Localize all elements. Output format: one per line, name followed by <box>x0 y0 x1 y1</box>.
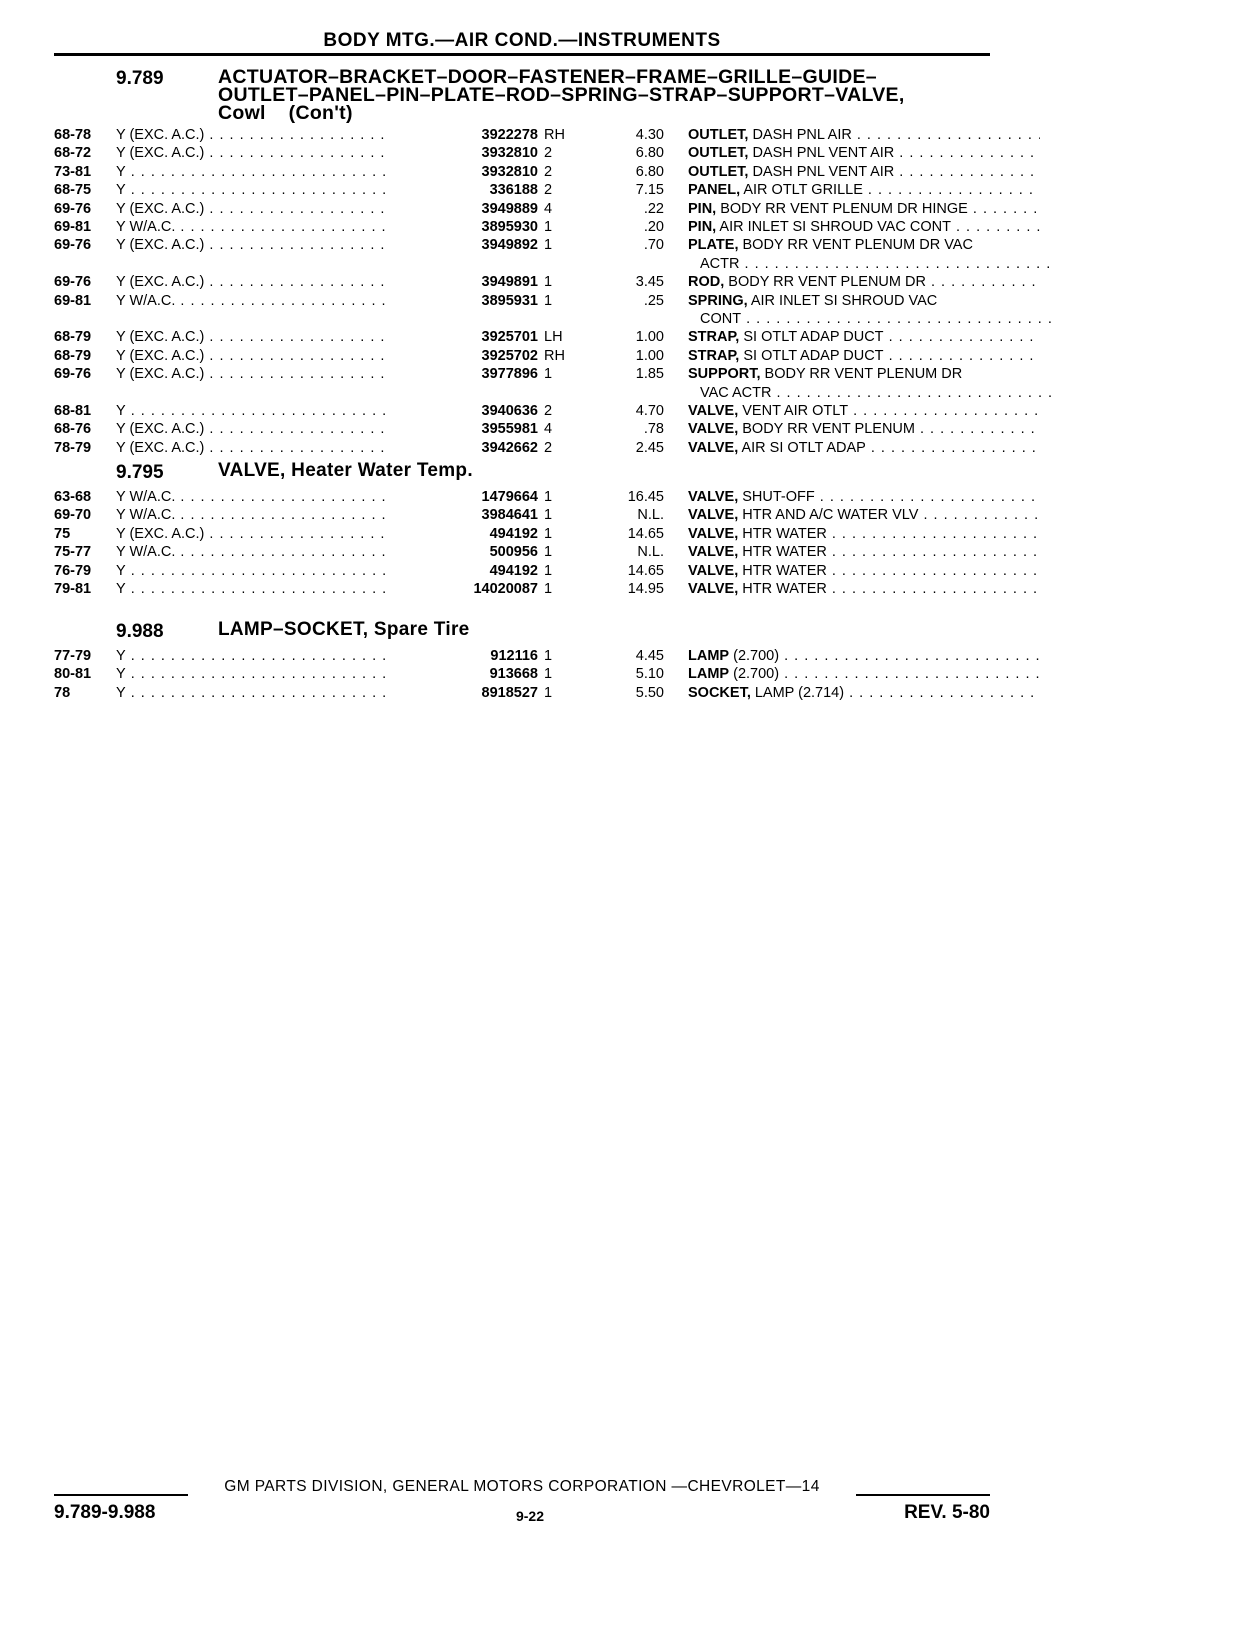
table-row <box>54 236 990 273</box>
quantity: 4 <box>544 421 553 438</box>
description-line <box>688 200 1040 218</box>
table-row <box>54 580 990 598</box>
price: .78 <box>643 421 664 438</box>
quantity: 1 <box>544 648 553 664</box>
description-continuation: ACTR . . . <box>688 255 1052 273</box>
section-title-line: Cowl (Con't) <box>218 102 353 124</box>
description <box>688 292 1040 329</box>
description <box>688 181 1040 199</box>
application: Y (EXC. A.C.) . . . <box>116 525 434 543</box>
part-number: 3984641 <box>386 506 538 524</box>
model-years: 68-79 <box>54 347 92 364</box>
application: Y . . . <box>116 665 434 683</box>
model-years: 77-79 <box>54 648 92 664</box>
description-text: BODY RR VENT PLENUM DR <box>724 274 926 291</box>
table-row <box>54 525 990 543</box>
description-keyword: VALVE, <box>688 562 739 579</box>
table-row <box>54 181 990 199</box>
description-keyword: STRAP, <box>688 329 740 346</box>
description-text: HTR WATER <box>738 525 827 542</box>
part-number: 3932810 <box>386 144 538 162</box>
description <box>688 347 1040 365</box>
description <box>688 543 1040 561</box>
application: Y (EXC. A.C.) . . . <box>116 273 434 291</box>
table-row <box>54 665 990 683</box>
application: Y (EXC. A.C.) . . . <box>116 126 434 144</box>
description-line <box>688 684 1040 702</box>
part-number: 912116 <box>386 647 538 665</box>
description-keyword: VALVE, <box>688 544 739 561</box>
part-number: 494192 <box>386 525 538 543</box>
model-years: 79-81 <box>54 580 92 597</box>
description-text: VENT AIR OTLT <box>738 402 849 419</box>
section-title-line: LAMP–SOCKET, Spare Tire <box>218 619 470 640</box>
part-number: 336188 <box>386 181 538 199</box>
description-text: HTR WATER <box>738 562 827 579</box>
part-number: 3895931 <box>386 292 538 310</box>
description <box>688 163 1040 181</box>
model-years: 78-79 <box>54 439 92 456</box>
part-number: 3940636 <box>386 402 538 420</box>
section-title <box>218 621 470 639</box>
description <box>688 365 1040 402</box>
application: Y W/A.C. . . . <box>116 543 434 561</box>
description <box>688 488 1040 506</box>
description-line <box>688 328 1040 346</box>
model-years: 68-81 <box>54 402 92 419</box>
price: 4.70 <box>635 402 664 419</box>
model-years: 69-76 <box>54 200 92 217</box>
part-number: 3932810 <box>386 163 538 181</box>
price: .22 <box>643 200 664 217</box>
table-row <box>54 543 990 561</box>
description-line <box>688 218 1040 236</box>
quantity: 1 <box>544 292 553 309</box>
model-years: 69-70 <box>54 507 92 524</box>
description <box>688 126 1040 144</box>
description-line <box>688 292 1040 310</box>
description <box>688 144 1040 162</box>
section-title <box>218 68 905 122</box>
footer-rule-right <box>856 1494 990 1496</box>
description-text: SHUT-OFF <box>738 489 815 505</box>
application: Y (EXC. A.C.) . . . <box>116 144 434 162</box>
table-row <box>54 144 990 162</box>
model-years: 68-72 <box>54 145 92 162</box>
quantity: 1 <box>544 237 553 254</box>
part-number: 494192 <box>386 562 538 580</box>
description-text: AIR INLET SI SHROUD VAC CONT <box>716 218 951 235</box>
application: Y W/A.C. . . . <box>116 292 434 310</box>
table-row <box>54 684 990 702</box>
price: 4.30 <box>635 127 664 143</box>
quantity: 1 <box>544 666 553 683</box>
price: 3.45 <box>635 274 664 291</box>
description-continuation: CONT . . . <box>688 310 1052 328</box>
section-heading <box>54 462 990 488</box>
description-keyword: ROD, <box>688 274 725 291</box>
description-line <box>688 144 1040 162</box>
table-row <box>54 562 990 580</box>
part-number: 3949892 <box>386 236 538 254</box>
description <box>688 236 1040 273</box>
description-keyword: VALVE, <box>688 580 739 597</box>
description-line <box>688 365 1040 383</box>
description-continuation: VAC ACTR . . . <box>688 384 1052 402</box>
description-keyword: PIN, <box>688 218 717 235</box>
model-years: 78 <box>54 684 71 701</box>
price: 6.80 <box>635 145 664 162</box>
description-keyword: SPRING, <box>688 292 748 309</box>
table-row <box>54 365 990 402</box>
model-years: 68-79 <box>54 329 92 346</box>
part-number: 3942662 <box>386 439 538 457</box>
price: 14.65 <box>627 525 664 542</box>
model-years: 63-68 <box>54 489 92 505</box>
description-text: HTR WATER <box>738 544 827 561</box>
description-keyword: PIN, <box>688 200 717 217</box>
application: Y . . . <box>116 402 434 420</box>
section-9-795 <box>54 462 990 598</box>
part-number: 3922278 <box>386 126 538 144</box>
quantity: 1 <box>544 544 553 561</box>
description <box>688 506 1040 524</box>
section-title <box>218 462 473 480</box>
model-years: 75-77 <box>54 544 92 561</box>
description <box>688 684 1040 702</box>
description-text: AIR OTLT GRILLE <box>740 182 863 199</box>
header-rule <box>54 53 990 56</box>
description <box>688 647 1040 665</box>
model-years: 69-76 <box>54 366 92 383</box>
footer-publisher: GM PARTS DIVISION, GENERAL MOTORS CORPORATION —CHEVROLET—14 <box>224 1478 820 1495</box>
section-title-line: OUTLET–PANEL–PIN–PLATE–ROD–SPRING–STRAP–SUPPORT–VALVE, <box>218 84 905 106</box>
table-row <box>54 163 990 181</box>
description-keyword: PLATE, <box>688 237 739 254</box>
description-line <box>688 163 1040 181</box>
quantity: 1 <box>544 580 553 597</box>
description-text: LAMP (2.714) <box>750 684 845 701</box>
description-text: BODY RR VENT PLENUM <box>738 421 915 438</box>
description-line <box>688 562 1040 580</box>
price: 1.85 <box>635 366 664 383</box>
model-years: 68-76 <box>54 421 92 438</box>
description <box>688 402 1040 420</box>
section-number: 9.988 <box>116 621 164 642</box>
parts-table <box>54 647 990 702</box>
price: 6.80 <box>635 163 664 180</box>
description-line <box>688 665 1040 683</box>
description-keyword: OUTLET, <box>688 163 749 180</box>
price: .25 <box>643 292 664 309</box>
application: Y (EXC. A.C.) . . . <box>116 365 434 383</box>
table-row <box>54 647 990 665</box>
description-keyword: VALVE, <box>688 525 739 542</box>
description-line <box>688 402 1040 420</box>
model-years: 73-81 <box>54 163 92 180</box>
price: N.L. <box>637 507 664 524</box>
description <box>688 273 1040 291</box>
application: Y (EXC. A.C.) . . . <box>116 420 434 438</box>
quantity: 1 <box>544 525 553 542</box>
description <box>688 420 1040 438</box>
description-text: BODY RR VENT PLENUM DR <box>760 366 963 383</box>
description-text: DASH PNL VENT AIR <box>748 145 895 162</box>
part-number: 3949891 <box>386 273 538 291</box>
description-line <box>688 580 1040 598</box>
application: Y . . . <box>116 684 434 702</box>
application: Y W/A.C. . . . <box>116 218 434 236</box>
table-row <box>54 328 990 346</box>
model-years: 68-75 <box>54 182 92 199</box>
model-years: 80-81 <box>54 666 92 683</box>
description <box>688 328 1040 346</box>
description-line <box>688 647 1040 665</box>
section-number: 9.789 <box>116 68 164 89</box>
description-text: BODY RR VENT PLENUM DR HINGE <box>716 200 968 217</box>
model-years: 69-76 <box>54 274 92 291</box>
description-line <box>688 506 1040 524</box>
parts-table <box>54 488 990 598</box>
model-years: 69-81 <box>54 218 92 235</box>
model-years: 69-81 <box>54 292 92 309</box>
footer-rule-left <box>54 1494 188 1496</box>
price: 5.50 <box>635 684 664 701</box>
part-number: 3895930 <box>386 218 538 236</box>
description-line <box>688 236 1040 254</box>
application: Y . . . <box>116 163 434 181</box>
part-number: 3925701 <box>386 328 538 346</box>
application: Y . . . <box>116 580 434 598</box>
description-keyword: VALVE, <box>688 507 739 524</box>
application: Y (EXC. A.C.) . . . <box>116 200 434 218</box>
model-years: 76-79 <box>54 562 92 579</box>
description <box>688 525 1040 543</box>
description <box>688 665 1040 683</box>
quantity: 2 <box>544 402 553 419</box>
application: Y . . . <box>116 181 434 199</box>
quantity: 2 <box>544 163 553 180</box>
table-row <box>54 439 990 457</box>
footer-page-number: 9-22 <box>515 1508 545 1524</box>
quantity: RH <box>544 127 565 143</box>
part-number: 1479664 <box>386 488 538 506</box>
description-text: AIR SI OTLT ADAP <box>738 439 866 456</box>
page-header: BODY MTG.—AIR COND.—INSTRUMENTS <box>323 30 721 51</box>
description-keyword: PANEL, <box>688 182 741 199</box>
quantity: 2 <box>544 182 553 199</box>
description-line <box>688 525 1040 543</box>
section-number: 9.795 <box>116 462 164 483</box>
table-row <box>54 420 990 438</box>
description-keyword: VALVE, <box>688 489 739 505</box>
description <box>688 580 1040 598</box>
application: Y (EXC. A.C.) . . . <box>116 328 434 346</box>
description-keyword: SOCKET, <box>688 684 751 701</box>
price: 4.45 <box>635 648 664 664</box>
description <box>688 439 1040 457</box>
section-title-line: VALVE, Heater Water Temp. <box>218 460 473 481</box>
description-line <box>688 273 1040 291</box>
table-row <box>54 506 990 524</box>
description <box>688 200 1040 218</box>
price: 2.45 <box>635 439 664 456</box>
application: Y (EXC. A.C.) . . . <box>116 347 434 365</box>
quantity: RH <box>544 347 565 364</box>
quantity: 1 <box>544 562 553 579</box>
description-keyword: LAMP <box>688 648 730 664</box>
application: Y (EXC. A.C.) . . . <box>116 236 434 254</box>
description-line <box>688 543 1040 561</box>
part-number: 3925702 <box>386 347 538 365</box>
table-row <box>54 273 990 291</box>
description-line <box>688 126 1040 144</box>
part-number: 500956 <box>386 543 538 561</box>
table-row <box>54 200 990 218</box>
part-number: 3977896 <box>386 365 538 383</box>
price: 5.10 <box>635 666 664 683</box>
application: Y W/A.C. . . . <box>116 488 434 506</box>
description-keyword: VALVE, <box>688 439 739 456</box>
part-number: 14020087 <box>386 580 538 598</box>
description-text: BODY RR VENT PLENUM DR VAC <box>738 237 973 254</box>
quantity: LH <box>544 329 563 346</box>
description-line <box>688 347 1040 365</box>
description-keyword: STRAP, <box>688 347 740 364</box>
description-line <box>688 420 1040 438</box>
price: .20 <box>643 218 664 235</box>
quantity: 4 <box>544 200 553 217</box>
quantity: 1 <box>544 489 553 505</box>
description-line <box>688 488 1040 506</box>
quantity: 1 <box>544 366 553 383</box>
description-text: SI OTLT ADAP DUCT <box>739 347 884 364</box>
description-keyword: OUTLET, <box>688 127 749 143</box>
part-number: 8918527 <box>386 684 538 702</box>
part-number: 3949889 <box>386 200 538 218</box>
footer-revision: REV. 5-80 <box>904 1502 990 1523</box>
table-row <box>54 347 990 365</box>
description-keyword: OUTLET, <box>688 145 749 162</box>
section-9-789 <box>54 68 990 457</box>
table-row <box>54 402 990 420</box>
description-text: DASH PNL AIR <box>748 127 852 143</box>
description-keyword: VALVE, <box>688 421 739 438</box>
description-line <box>688 181 1040 199</box>
quantity: 1 <box>544 274 553 291</box>
description-keyword: SUPPORT, <box>688 366 761 383</box>
description-line <box>688 439 1040 457</box>
quantity: 1 <box>544 218 553 235</box>
table-row <box>54 292 990 329</box>
quantity: 1 <box>544 507 553 524</box>
description-text: HTR AND A/C WATER VLV <box>738 507 919 524</box>
section-9-988 <box>54 621 990 702</box>
section-heading <box>54 68 990 126</box>
section-title-line: ACTUATOR–BRACKET–DOOR–FASTENER–FRAME–GRILLE–GUIDE– <box>218 66 877 88</box>
description-text: (2.700) <box>729 666 780 683</box>
description-text: DASH PNL VENT AIR <box>748 163 895 180</box>
description-keyword: VALVE, <box>688 402 739 419</box>
price: 14.65 <box>627 562 664 579</box>
application: Y . . . <box>116 562 434 580</box>
quantity: 2 <box>544 145 553 162</box>
price: .70 <box>643 237 664 254</box>
application: Y W/A.C. . . . <box>116 506 434 524</box>
price: 1.00 <box>635 329 664 346</box>
model-years: 69-76 <box>54 237 92 254</box>
application: Y (EXC. A.C.) . . . <box>116 439 434 457</box>
model-years: 75 <box>54 525 71 542</box>
quantity: 1 <box>544 684 553 701</box>
description-text: AIR INLET SI SHROUD VAC <box>747 292 938 309</box>
application: Y . . . <box>116 647 434 665</box>
section-heading <box>54 621 990 647</box>
description-text: HTR WATER <box>738 580 827 597</box>
part-number: 3955981 <box>386 420 538 438</box>
price: 7.15 <box>635 182 664 199</box>
table-row <box>54 488 990 506</box>
model-years: 68-78 <box>54 127 92 143</box>
description-text: (2.700) <box>729 648 780 664</box>
price: 16.45 <box>627 489 664 505</box>
quantity: 2 <box>544 439 553 456</box>
table-row <box>54 126 990 144</box>
price: N.L. <box>637 544 664 561</box>
description-text: SI OTLT ADAP DUCT <box>739 329 884 346</box>
table-row <box>54 218 990 236</box>
description-keyword: LAMP <box>688 666 730 683</box>
description <box>688 562 1040 580</box>
price: 14.95 <box>627 580 664 597</box>
parts-table <box>54 126 990 457</box>
description <box>688 218 1040 236</box>
footer-section-range: 9.789-9.988 <box>54 1502 156 1523</box>
price: 1.00 <box>635 347 664 364</box>
part-number: 913668 <box>386 665 538 683</box>
